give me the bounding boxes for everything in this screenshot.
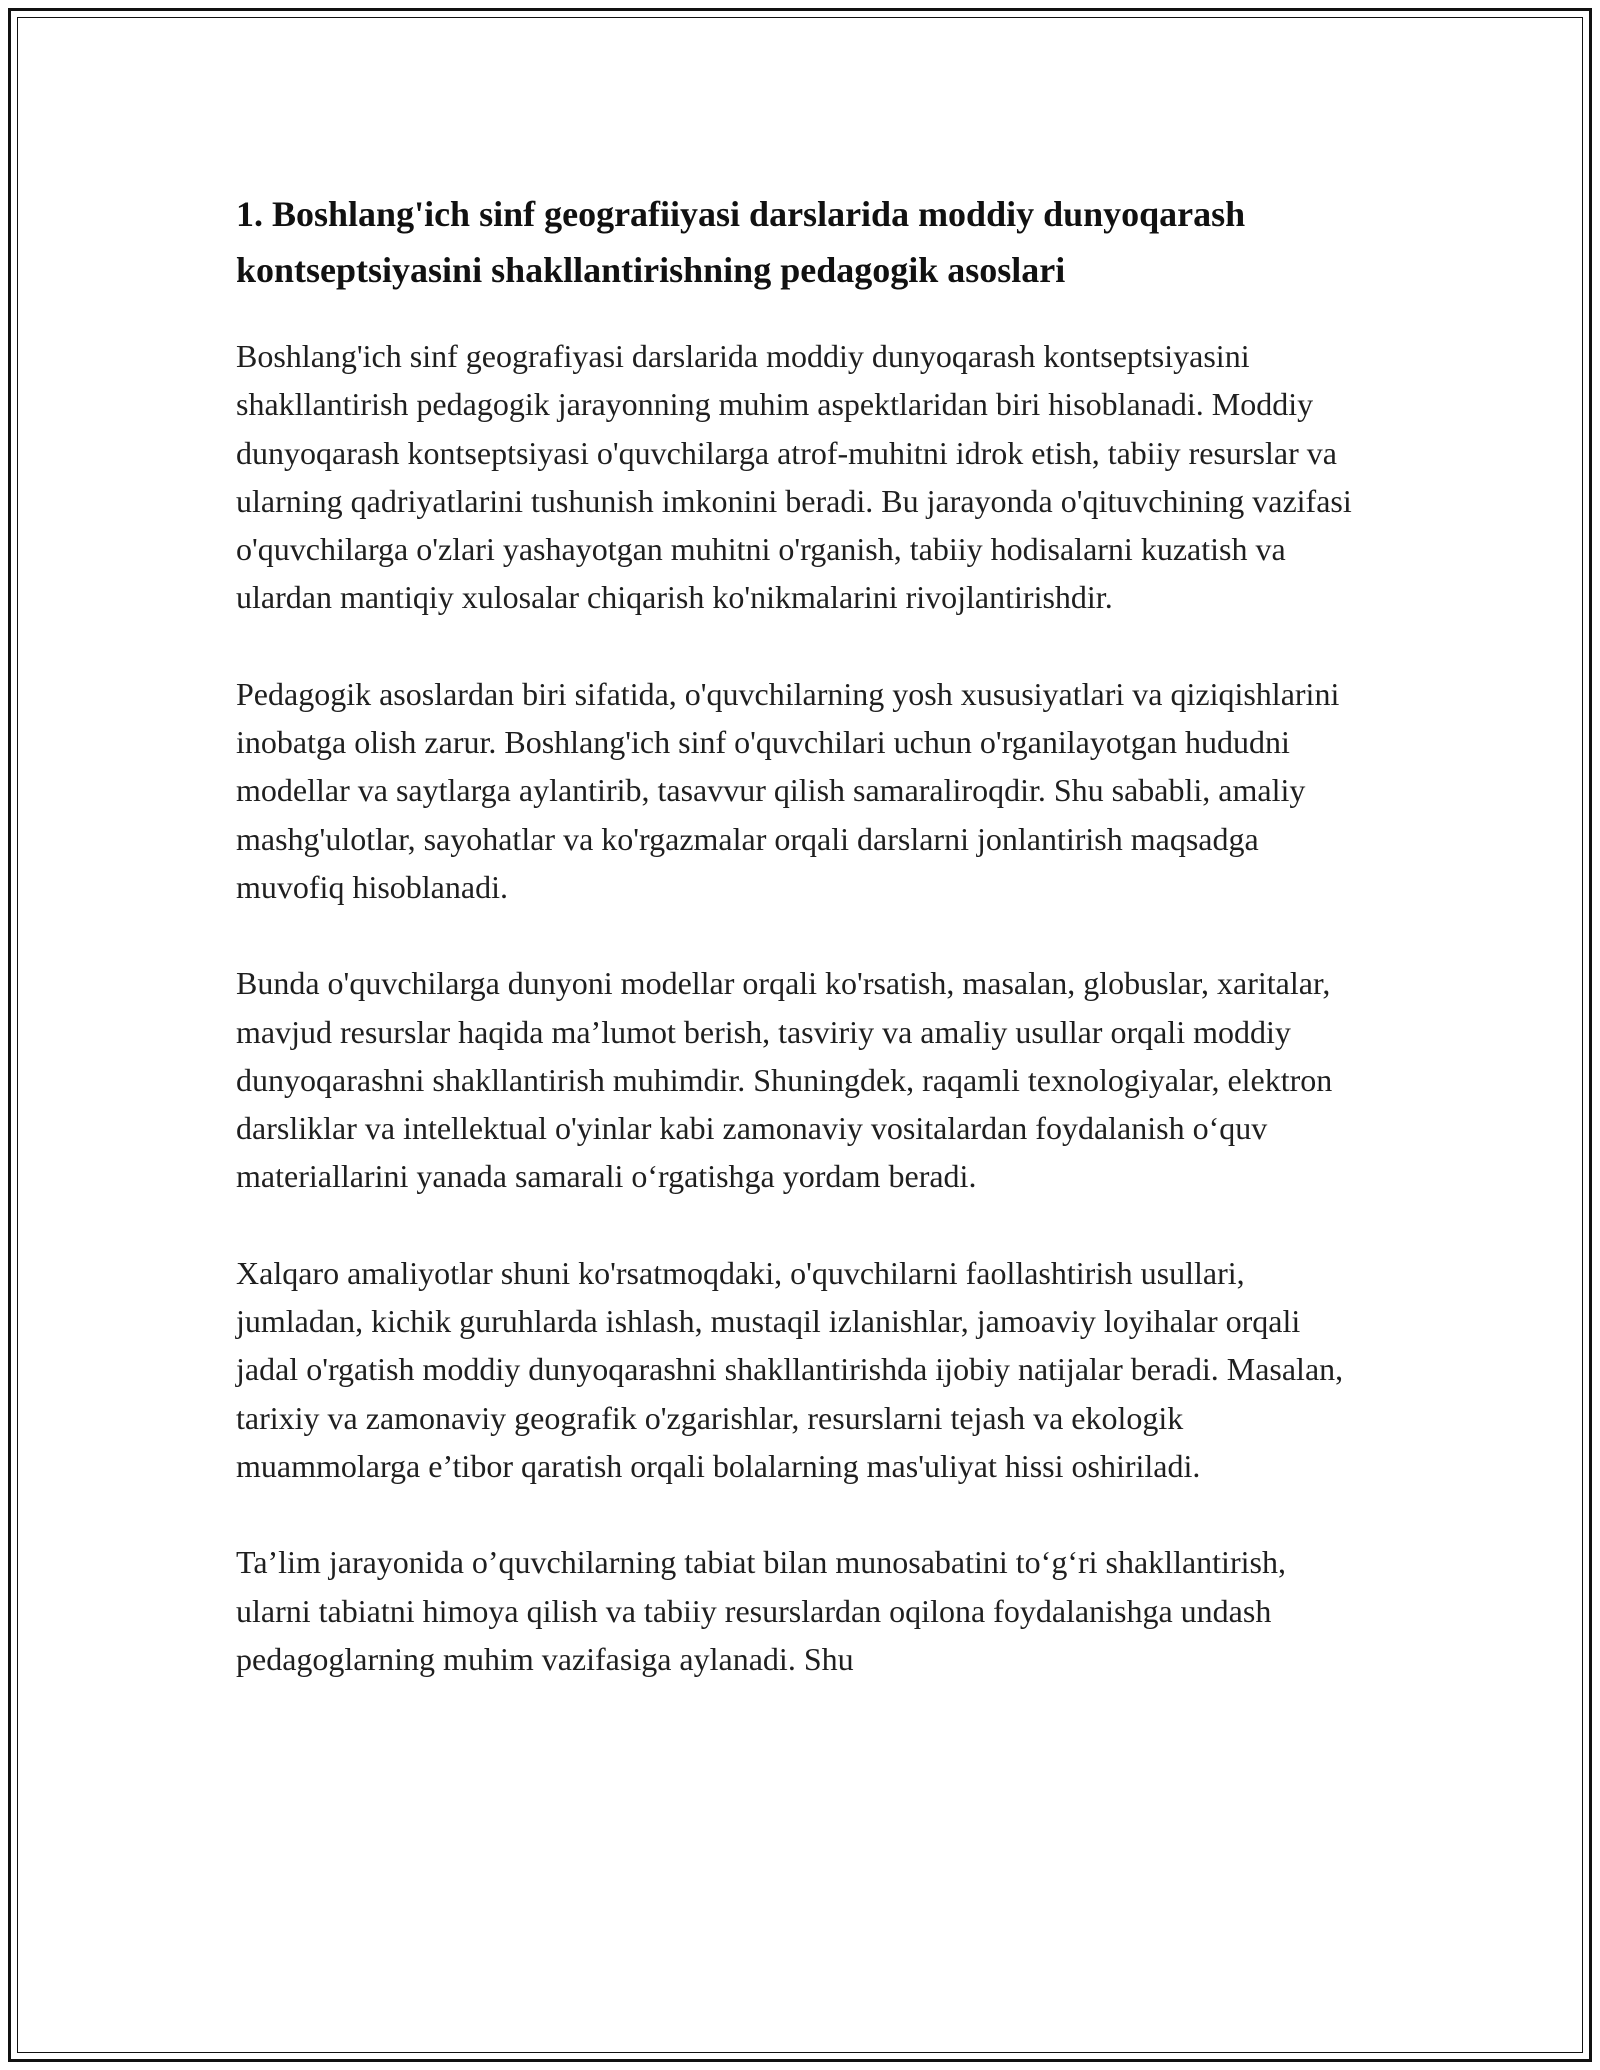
section-heading: 1. Boshlang'ich sinf geografiiyasi darslarida moddiy dunyoqarash kontseptsiyasini shakllantirishning pedagogik asoslari bbox=[236, 194, 1246, 290]
paragraph-1: Boshlang'ich sinf geografiyasi darslarida moddiy dunyoqarash kontseptsiyasini shakllantirish pedagogik jarayonning muhim aspektlaridan biri hisoblanadi. Moddiy dunyoqarash kontseptsiyasi o'quvchilarga atrof-muhitni idrok etish, tabiiy resurslar va ularning qadriyatlarini tushunish imkonini beradi. Bu jarayonda o'qituvchining vazifasi o'quvchilarga o'zlari yashayotgan muhitni o'rganish, tabiiy hodisalarni kuzatish va ulardan mantiqiy xulosalar chiqarish ko'nikmalarini rivojlantirishdir. bbox=[236, 338, 1352, 616]
document-body bbox=[236, 186, 1366, 1683]
paragraph-3: Bunda o'quvchilarga dunyoni modellar orqali ko'rsatish, masalan, globuslar, xaritalar, mavjud resurslar haqida ma’lumot berish, tasviriy va amaliy usullar orqali moddiy dunyoqarashni shakllantirish muhimdir. Shuningdek, raqamli texnologiyalar, elektron darsliklar va intellektual o'yinlar kabi zamonaviy vositalardan foydalanish o‘quv materiallarini yanada samarali o‘rgatishga yordam beradi. bbox=[236, 965, 1333, 1195]
paragraph-2: Pedagogik asoslardan biri sifatida, o'quvchilarning yosh xususiyatlari va qiziqishlarini inobatga olish zarur. Boshlang'ich sinf o'quvchilari uchun o'rganilayotgan hududni modellar va saytlarga aylantirib, tasavvur qilish samaraliroqdir. Shu sababli, amaliy mashg'ulotlar, sayohatlar va ko'rgazmalar orqali darslarni jonlantirish maqsadga muvofiq hisoblanadi. bbox=[236, 675, 1340, 905]
paragraph-4: Xalqaro amaliyotlar shuni ko'rsatmoqdaki, o'quvchilarni faollashtirish usullari, jumladan, kichik guruhlarda ishlash, mustaqil izlanishlar, jamoaviy loyihalar orqali jadal o'rgatish moddiy dunyoqarashni shakllantirishda ijobiy natijalar beradi. Masalan, tarixiy va zamonaviy geografik o'zgarishlar, resurslarni tejash va ekologik muammolarga e’tibor qaratish orqali bolalarning mas'uliyat hissi oshiriladi. bbox=[236, 1254, 1344, 1484]
paragraph-5: Ta’lim jarayonida o’quvchilarning tabiat bilan munosabatini to‘g‘ri shakllantirish, ularni tabiatni himoya qilish va tabiiy resurslardan oqilona foydalanishga undash pedagoglarning muhim vazifasiga aylanadi. Shu bbox=[236, 1544, 1286, 1677]
